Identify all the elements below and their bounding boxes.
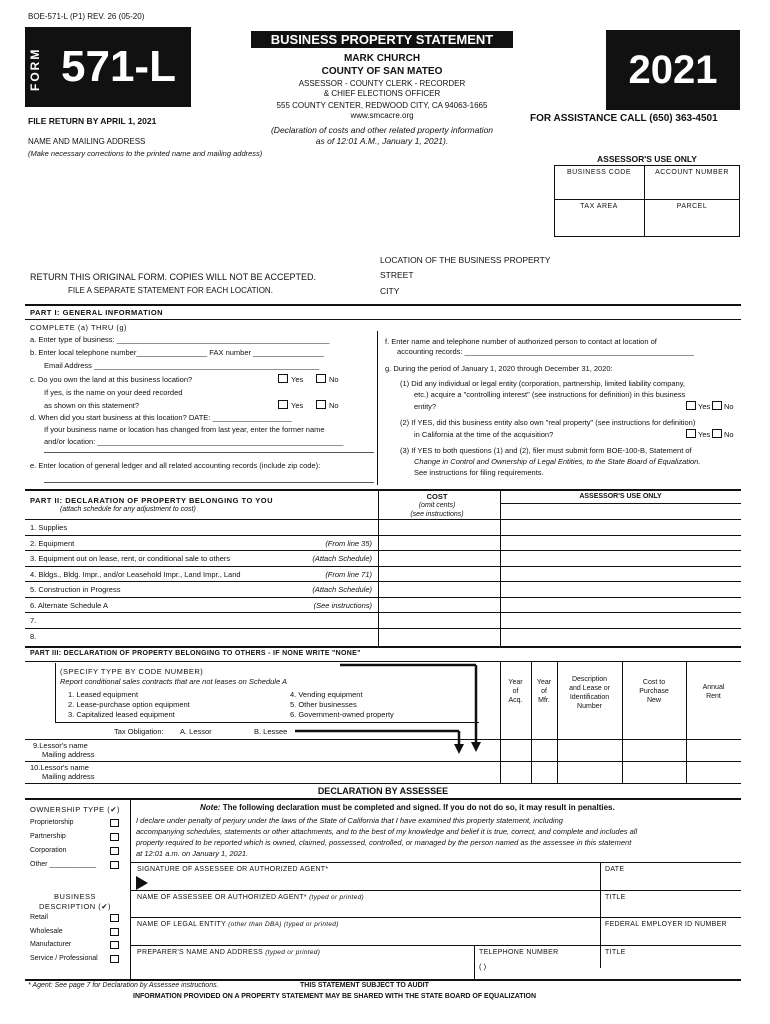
telephone-label[interactable]: TELEPHONE NUMBER [479,949,559,956]
type-1: 1. Leased equipment [68,690,139,699]
col-desc-line: and Lease or [569,685,610,692]
title2-label[interactable]: TITLE [605,949,626,956]
fein-label[interactable]: FEDERAL EMPLOYER ID NUMBER [605,921,727,928]
own-land-no-checkbox[interactable] [316,374,326,383]
col-description [557,675,622,711]
declaration-body1: I declare under penalty of perjury under the laws of the State of California that I have examined this property statement, including [136,816,563,825]
part2-row-label: 8. [30,631,37,641]
real-property-q2: (2) If YES, did this business entity also own "real property" (see instructions for definition) [400,418,696,427]
business-code-label: BUSINESS CODE [566,169,632,176]
office-address: 555 COUNTY CENTER, REDWOOD CITY, CA 94063-1665 [276,101,488,110]
col-year-acq [500,678,531,705]
location-title: LOCATION OF THE BUSINESS PROPERTY [380,255,551,265]
part2-row-note: (See instructions) [313,600,372,610]
part2-title: PART II: DECLARATION OF PROPERTY BELONGING TO YOU [30,496,273,505]
location-street-label[interactable]: STREET [380,270,414,280]
col-annual-rent [686,683,741,701]
assessors-use-title: ASSESSOR'S USE ONLY [597,154,697,164]
telephone-parens: ( ) [479,962,487,971]
type-3: 3. Capitalized leased equipment [68,710,175,719]
assessee-name-text: NAME OF ASSESSEE OR AUTHORIZED AGENT* [137,894,307,901]
boe-100b-note-instr: See instructions for filing requirements. [414,468,544,477]
deed-question: If yes, is the name on your deed recorded [44,388,183,397]
deed-no-checkbox[interactable] [316,400,326,409]
preparer-note: (typed or printed) [265,949,321,956]
type-of-business-field[interactable]: a. Enter type of business: ___________________________________________________ [30,335,330,344]
lessor-10-address[interactable]: Mailing address [42,772,95,781]
preparer-label[interactable] [137,949,320,956]
boe-100b-note-cont: Change in Control and Ownership of Legal Entities, to the State Board of Equalization. [414,457,701,466]
col-year-acq-line: Year [508,679,523,686]
form-id: BOE-571-L (P1) REV. 26 (05-20) [28,12,145,21]
col-year-acq-line: Acq. [508,697,523,704]
deed-question-cont: as shown on this statement? [44,401,140,410]
real-property-q2b: in California at the time of the acquisition? [414,430,554,439]
ownership-option-label: Partnership [30,833,66,840]
lessor-9-name[interactable]: 9.Lessor's name [33,741,88,750]
col-rent-line: Annual [702,684,725,691]
ownership-option-label: Corporation [30,847,67,854]
specify-type: (SPECIFY TYPE BY CODE NUMBER) [60,667,204,676]
business-option-label: Retail [30,914,48,921]
col-desc-line: Description [571,676,607,683]
date-label[interactable]: DATE [605,866,625,873]
ledger-location-field[interactable]: e. Enter location of general ledger and all related accounting records (include zip code): [30,461,321,470]
part2-row-label: 1. Supplies [30,523,68,532]
shared-notice: INFORMATION PROVIDED ON A PROPERTY STATEMENT MAY BE SHARED WITH THE STATE BOARD OF EQUALIZATION [133,993,537,1000]
part2-cost-input[interactable] [378,535,500,550]
agent-footnote: * Agent: See page 7 for Declaration by Assessee instructions. [28,982,219,989]
title-label[interactable]: TITLE [605,894,626,901]
q1-yes-label: Yes [698,402,711,411]
authorized-person-cont[interactable]: accounting records: _______________________________________________________ [397,347,694,356]
start-date-field[interactable]: d. When did you start business at this location? DATE: ___________________ [30,413,292,422]
location-city-label[interactable]: CITY [380,286,400,296]
ownership-option-label: Other ____________ [30,861,97,868]
col-cost-line: New [646,697,661,704]
form-title: BUSINESS PROPERTY STATEMENT [251,31,513,48]
legal-entity-note: (other than DBA) (typed or printed) [228,921,339,928]
lessor-9-address[interactable]: Mailing address [42,750,95,759]
note-label: Note: [200,803,221,812]
part2-cost-input[interactable] [378,628,500,643]
business-option-label: Manufacturer [30,941,72,948]
tax-year: 2021 [606,30,740,110]
col-desc-line: Identification [569,694,610,701]
account-number-label: ACCOUNT NUMBER [655,169,729,176]
sign-here-arrow-icon [136,876,150,890]
part3-title: PART III: DECLARATION OF PROPERTY BELONGING TO OTHERS - IF NONE WRITE "NONE" [30,650,361,657]
part2-subtitle: (attach schedule for any adjustment to cost) [60,506,196,513]
controlling-interest-q1c: entity? [414,402,437,411]
q2-no-label: No [724,430,734,439]
col-cost-line: Cost to [642,679,666,686]
tax-obligation-label: Tax Obligation: [114,727,164,736]
part2-row-note: (From line 71) [325,569,372,579]
deed-no-label: No [329,401,339,410]
own-land-yes-checkbox[interactable] [278,374,288,383]
ownership-checkbox[interactable] [110,847,119,855]
assessee-name-label[interactable] [137,894,364,901]
ownership-checkbox[interactable] [110,833,119,841]
own-land-no-label: No [329,375,339,384]
part2-assessor-only: ASSESSOR'S USE ONLY [579,493,662,500]
controlling-interest-q1b: etc.) acquire a "controlling interest" (see instructions for definition) in this business [414,390,686,399]
business-description-title2: DESCRIPTION (✔) [38,902,112,911]
q1-yes-checkbox[interactable] [686,401,696,410]
part1-complete: COMPLETE (a) THRU (g) [30,323,128,332]
q1-no-checkbox[interactable] [712,401,722,410]
ownership-checkbox[interactable] [110,861,119,869]
business-option-label: Wholesale [30,927,63,935]
part2-row-label: 3. Equipment out on lease, rent, or conditional sale to others [30,554,231,563]
business-checkbox[interactable] [110,914,119,922]
former-location-field[interactable]: and/or location: ___________________________________________________________ [44,437,344,446]
part2-row-label: 6. Alternate Schedule A [30,600,108,610]
part2-cost-input[interactable] [378,519,500,534]
deed-yes-label: Yes [291,401,304,410]
col-cost-to-purchase [622,678,686,705]
form-number: 571-L [51,27,191,107]
col-year-mfr [531,678,557,705]
lessor-10-name[interactable]: 10.Lessor's name [30,763,89,772]
col-year-mfr-line: of [541,688,547,695]
own-land-question: c. Do you own the land at this business location? [30,375,193,384]
part2-row-label: 7. [30,616,37,625]
email-field[interactable]: Email Address ______________________________________________________ [44,361,320,370]
part2-cost-input[interactable] [378,581,500,596]
col-year-mfr-line: Year [536,679,552,686]
note-text: The following declaration must be completed and signed. If you do not do so, it may result in penalties. [222,803,615,812]
audit-notice: THIS STATEMENT SUBJECT TO AUDIT [300,982,429,989]
office-line2: & CHIEF ELECTIONS OFFICER [323,89,441,98]
return-original-notice: RETURN THIS ORIGINAL FORM. COPIES WILL NOT BE ACCEPTED. [30,272,317,282]
declaration-line2: as of 12:01 A.M., January 1, 2021). [315,136,449,146]
tax-obligation-lessee[interactable]: B. Lessee [254,727,288,736]
separate-statement-notice: FILE A SEPARATE STATEMENT FOR EACH LOCATION. [68,286,273,295]
own-land-yes-label: Yes [291,375,304,384]
declaration-note [200,803,615,812]
telephone-fax-field[interactable]: b. Enter local telephone number_________________ FAX number _________________ [30,348,324,357]
period-question: g. During the period of January 1, 2020 through December 31, 2020: [385,364,613,373]
part2-row-label: 4. Bldgs., Bldg. Impr., and/or Leasehold Impr., Land Impr., Land [30,569,241,579]
controlling-interest-q1: (1) Did any individual or legal entity (corporation, partnership, limited liability company, [400,379,685,388]
cost-omit-cents: (omit cents) [418,502,456,509]
part2-row-note: (From line 35) [325,538,372,548]
cost-header: COST [426,492,448,501]
ownership-type-title: OWNERSHIP TYPE (✔) [30,805,121,814]
part2-cost-input[interactable] [378,597,500,612]
declaration-body4: at 12:01 a.m. on January 1, 2021. [136,849,249,858]
deed-yes-checkbox[interactable] [278,400,288,409]
assessee-name-note: (typed or printed) [309,894,364,901]
part2-cost-input[interactable] [378,566,500,581]
name-mailing-note: (Make necessary corrections to the printed name and mailing address) [28,149,263,158]
q2-yes-label: Yes [698,430,711,439]
col-year-mfr-line: Mfr. [538,697,550,704]
form-label-box [25,27,51,107]
business-option-label: Service / Professional [30,954,98,962]
assistance-phone: FOR ASSISTANCE CALL (650) 363-4501 [530,113,718,124]
declaration-body2: accompanying schedules, statements or other attachments, and to the best of my knowledge and belief it is true, correct, and complete and includes all [136,827,638,836]
part2-cost-input[interactable] [378,550,500,565]
former-name-question: If your business name or location has changed from last year, enter the former name [44,425,325,434]
parcel-label: PARCEL [676,203,708,210]
authorized-person-field[interactable]: f. Enter name and telephone number of authorized person to contact at location of [385,337,657,346]
tax-area-label: TAX AREA [580,203,618,210]
preparer-text: PREPARER'S NAME AND ADDRESS [137,949,264,956]
signature-label: SIGNATURE OF ASSESSEE OR AUTHORIZED AGENT* [137,866,329,873]
business-checkbox[interactable] [110,928,119,936]
type-5: 5. Other businesses [290,700,357,709]
legal-entity-text: NAME OF LEGAL ENTITY [137,921,226,928]
boe-100b-note: (3) If YES to both questions (1) and (2), filer must submit form BOE-100-B, Statement of [400,446,692,455]
col-rent-line: Rent [706,693,721,700]
col-cost-line: Purchase [639,688,669,695]
type-2: 2. Lease-purchase option equipment [68,700,190,709]
assessor-name: MARK CHURCH [343,53,421,64]
col-desc-line: Number [577,703,602,710]
tax-obligation-lessor[interactable]: A. Lessor [180,727,212,736]
conditional-sales-note: Report conditional sales contracts that are not leases on Schedule A [60,677,287,686]
office-website[interactable]: www.smcacre.org [350,111,414,120]
col-year-acq-line: of [512,688,519,695]
office-line1: ASSESSOR - COUNTY CLERK - RECORDER [298,79,466,88]
type-4: 4. Vending equipment [290,690,363,699]
declaration-body3: property required to be reported which is owned, claimed, possessed, controlled, or managed by the person named as the assessee in this statement [136,838,632,847]
q2-yes-checkbox[interactable] [686,429,696,438]
business-checkbox[interactable] [110,955,119,963]
name-mailing-label: NAME AND MAILING ADDRESS [28,137,146,146]
part2-row-label: 5. Construction in Progress [30,585,121,594]
ownership-checkbox[interactable] [110,819,119,827]
file-return-deadline: FILE RETURN BY APRIL 1, 2021 [28,116,157,126]
county-name: COUNTY OF SAN MATEO [321,66,443,77]
part2-row-note: (Attach Schedule) [312,585,372,594]
cost-see-instructions: (see instructions) [410,511,464,518]
declaration-title: DECLARATION BY ASSESSEE [317,786,449,796]
lessee-arrow-icon [295,728,475,758]
part1-title: PART I: GENERAL INFORMATION [30,308,164,317]
part2-row-note: (Attach Schedule) [312,554,372,563]
part2-cost-input[interactable] [378,612,500,627]
form-vertical-label: FORM [28,47,42,91]
business-description-title1: BUSINESS [54,892,96,901]
q2-no-checkbox[interactable] [712,429,722,438]
business-checkbox[interactable] [110,941,119,949]
legal-entity-label[interactable] [137,921,339,928]
declaration-line1: (Declaration of costs and other related property information [270,125,494,135]
ownership-option-label: Proprietorship [30,819,74,826]
part2-row-label: 2. Equipment [30,538,75,548]
type-6: 6. Government-owned property [290,710,394,719]
q1-no-label: No [724,402,734,411]
